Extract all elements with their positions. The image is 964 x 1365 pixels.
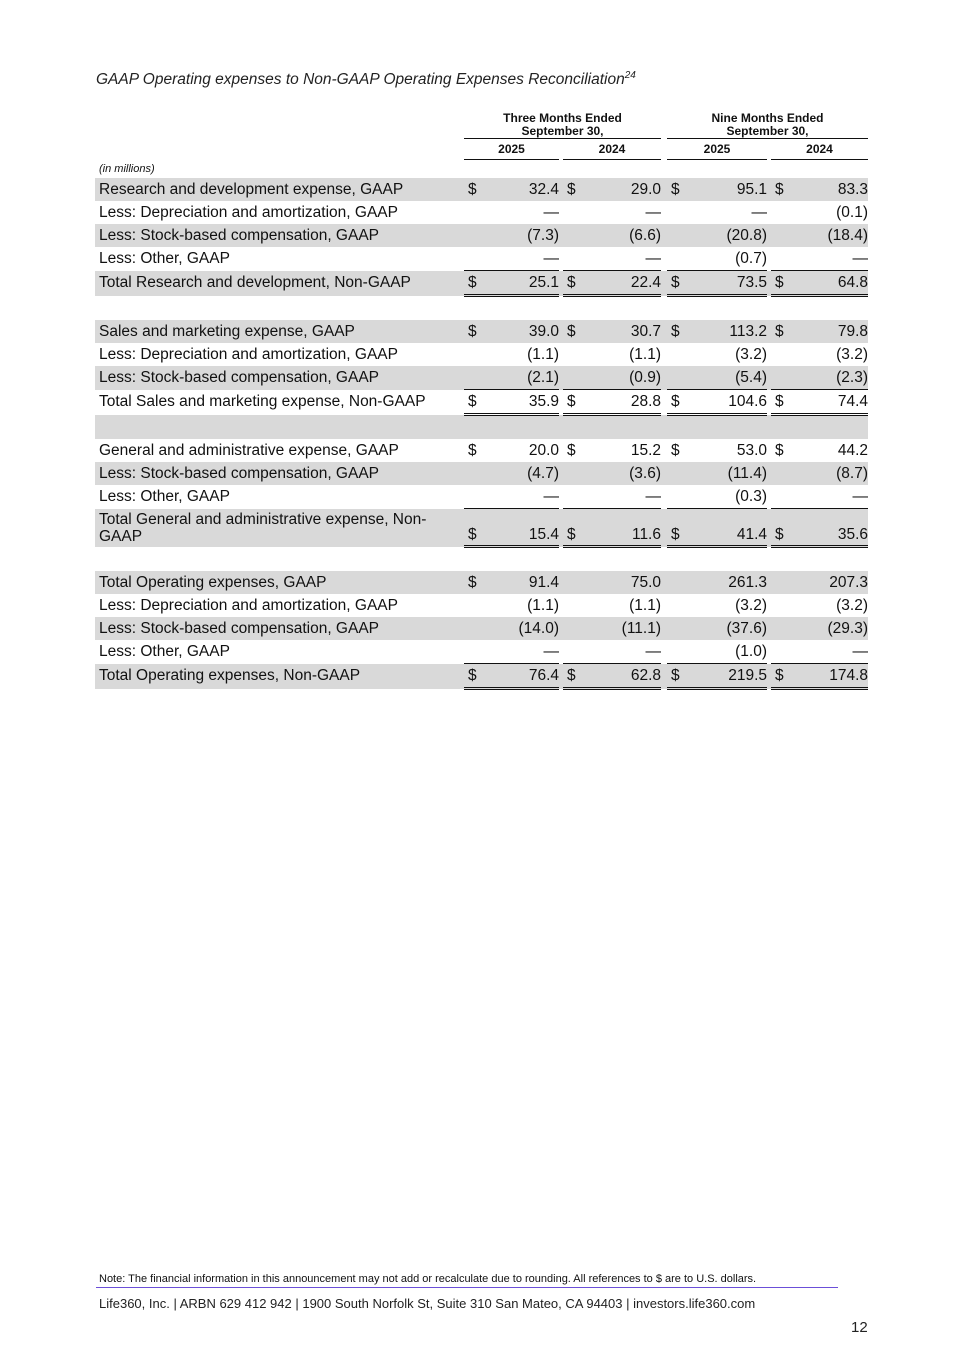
row-label: Less: Stock-based compensation, GAAP (95, 224, 464, 247)
row-label: Less: Depreciation and amortization, GAAP (99, 596, 398, 614)
currency-symbol: $ (563, 178, 583, 201)
value-cell: (1.1) (629, 596, 661, 614)
value-cell: — (583, 485, 661, 509)
row-label: Total Operating expenses, Non-GAAP (95, 664, 464, 689)
currency-symbol: $ (464, 390, 484, 415)
table-title (96, 70, 636, 89)
currency-symbol (464, 462, 484, 485)
value-cell: 207.3 (791, 571, 868, 594)
row-label: Total Sales and marketing expense, Non-GAAP (99, 393, 426, 410)
table-row (95, 462, 868, 485)
currency-symbol (667, 201, 687, 224)
page-number: 12 (851, 1319, 868, 1336)
currency-symbol (667, 366, 687, 390)
currency-symbol (464, 485, 484, 509)
value-cell: 95.1 (687, 178, 767, 201)
currency-symbol (667, 617, 687, 640)
table-row (95, 640, 868, 664)
table-row (95, 320, 868, 343)
table-row (95, 594, 868, 617)
value-cell: (4.7) (484, 462, 559, 485)
currency-symbol (563, 247, 583, 271)
value-cell: (14.0) (484, 617, 559, 640)
currency-symbol (464, 247, 484, 271)
value-cell: 76.4 (484, 664, 559, 689)
year-3m-2024: 2024 (563, 139, 661, 160)
value-cell: 219.5 (687, 664, 767, 689)
currency-symbol (771, 617, 791, 640)
row-label: Total Research and development, Non-GAAP (95, 271, 464, 296)
value-cell: 79.8 (791, 320, 868, 343)
value-cell: 25.1 (484, 271, 559, 296)
row-label: Total General and administrative expense, Non-GAAP (95, 509, 464, 547)
currency-symbol (771, 462, 791, 485)
row-label: Less: Stock-based compensation, GAAP (95, 366, 464, 390)
value-cell: (1.1) (527, 596, 559, 614)
currency-symbol (563, 485, 583, 509)
currency-symbol: $ (563, 390, 583, 415)
currency-symbol: $ (468, 441, 477, 459)
row-label: Less: Other, GAAP (99, 487, 230, 505)
value-cell: — (791, 485, 868, 509)
currency-symbol (563, 343, 583, 366)
currency-symbol (563, 571, 583, 594)
currency-symbol: $ (563, 320, 583, 343)
currency-symbol (563, 462, 583, 485)
value-cell: 62.8 (583, 664, 661, 689)
row-label: Research and development expense, GAAP (95, 178, 464, 201)
value-cell: 75.0 (583, 571, 661, 594)
value-cell: (3.2) (735, 345, 767, 363)
currency-symbol: $ (464, 320, 484, 343)
currency-symbol (771, 247, 791, 271)
currency-symbol (667, 224, 687, 247)
currency-symbol: $ (464, 571, 484, 594)
currency-symbol (771, 640, 791, 664)
value-cell: 11.6 (583, 509, 661, 547)
currency-symbol: $ (771, 320, 791, 343)
spacer-row (95, 415, 868, 440)
currency-symbol (563, 617, 583, 640)
currency-symbol (667, 571, 687, 594)
value-cell: 15.4 (484, 509, 559, 547)
year-3m-2025: 2025 (464, 139, 559, 160)
value-cell: (3.2) (836, 596, 868, 614)
currency-symbol: $ (667, 509, 687, 547)
value-cell: 44.2 (837, 441, 868, 459)
value-cell: 28.8 (583, 390, 661, 415)
value-cell: 64.8 (791, 271, 868, 296)
currency-symbol: $ (775, 441, 784, 459)
currency-symbol (464, 201, 484, 224)
currency-symbol (667, 640, 687, 664)
currency-symbol (464, 366, 484, 390)
currency-symbol (464, 617, 484, 640)
header-three-months: Three Months Ended September 30, (464, 108, 661, 139)
row-label: Sales and marketing expense, GAAP (95, 320, 464, 343)
value-cell: 32.4 (484, 178, 559, 201)
spacer-row (95, 296, 868, 321)
currency-symbol (464, 343, 484, 366)
value-cell: (0.7) (687, 247, 767, 271)
table-row (95, 247, 868, 271)
currency-symbol (464, 640, 484, 664)
currency-symbol: $ (667, 271, 687, 296)
currency-symbol (667, 594, 687, 617)
currency-symbol (771, 201, 791, 224)
currency-symbol: $ (464, 271, 484, 296)
table-row (95, 617, 868, 640)
currency-symbol (563, 224, 583, 247)
value-cell: 113.2 (687, 320, 767, 343)
value-cell: — (484, 485, 559, 509)
table-title-text: GAAP Operating expenses to Non-GAAP Operating Expenses Reconciliation (96, 71, 625, 89)
value-cell: (2.1) (484, 366, 559, 390)
value-cell: (1.1) (527, 345, 559, 363)
value-cell: 41.4 (687, 509, 767, 547)
value-cell: 83.3 (791, 178, 868, 201)
currency-symbol (563, 594, 583, 617)
value-cell: (0.9) (583, 366, 661, 390)
value-cell: (29.3) (791, 617, 868, 640)
row-label: Less: Stock-based compensation, GAAP (95, 617, 464, 640)
currency-symbol (464, 224, 484, 247)
rounding-note: Note: The financial information in this announcement may not add or recalculate due to rounding. All references to $ are to U.S. dollars. (99, 1273, 757, 1285)
spacer-row (95, 547, 868, 572)
currency-symbol: $ (464, 509, 484, 547)
currency-symbol (667, 247, 687, 271)
year-9m-2024: 2024 (771, 139, 868, 160)
currency-symbol: $ (771, 509, 791, 547)
value-cell: (3.2) (836, 345, 868, 363)
value-cell: 74.4 (791, 390, 868, 415)
table-row (95, 201, 868, 224)
footnote-marker: 24 (624, 70, 636, 81)
row-label: Less: Depreciation and amortization, GAAP (99, 345, 398, 363)
currency-symbol (771, 224, 791, 247)
table-row (95, 485, 868, 509)
units-label: (in millions) (99, 163, 155, 175)
row-label: Less: Other, GAAP (99, 642, 230, 660)
table-row (95, 343, 868, 366)
row-label: General and administrative expense, GAAP (99, 441, 399, 459)
value-cell: (3.6) (583, 462, 661, 485)
currency-symbol: $ (771, 271, 791, 296)
value-cell: — (791, 640, 868, 664)
table-row (95, 664, 868, 689)
value-cell: (2.3) (791, 366, 868, 390)
value-cell: 73.5 (687, 271, 767, 296)
value-cell: 53.0 (736, 441, 767, 459)
currency-symbol: $ (771, 390, 791, 415)
currency-symbol: $ (464, 178, 484, 201)
value-cell: (20.8) (687, 224, 767, 247)
currency-symbol: $ (771, 178, 791, 201)
value-cell: (3.2) (735, 596, 767, 614)
value-cell: — (484, 640, 559, 664)
table-row (95, 366, 868, 390)
currency-symbol: $ (464, 664, 484, 689)
currency-symbol: $ (667, 178, 687, 201)
value-cell: (0.1) (836, 203, 868, 221)
currency-symbol (771, 366, 791, 390)
year-9m-2025: 2025 (667, 139, 767, 160)
currency-symbol: $ (567, 441, 576, 459)
row-label: Total Operating expenses, GAAP (95, 571, 464, 594)
table-row (95, 271, 868, 296)
table-row (95, 439, 868, 462)
value-cell: 91.4 (484, 571, 559, 594)
currency-symbol (667, 485, 687, 509)
value-cell: — (484, 247, 559, 271)
currency-symbol: $ (563, 271, 583, 296)
value-cell: 174.8 (791, 664, 868, 689)
table-row (95, 390, 868, 415)
header-period-row (95, 108, 868, 139)
company-footer: Life360, Inc. | ARBN 629 412 942 | 1900 South Norfolk St, Suite 310 San Mateo, CA 94403 | investors.life360.com (99, 1296, 756, 1311)
currency-symbol (771, 343, 791, 366)
currency-symbol: $ (671, 441, 680, 459)
currency-symbol (563, 366, 583, 390)
currency-symbol: $ (771, 664, 791, 689)
units-row (95, 160, 868, 179)
currency-symbol (771, 594, 791, 617)
currency-symbol: $ (667, 320, 687, 343)
row-label: Less: Other, GAAP (99, 249, 230, 267)
value-cell: 15.2 (630, 441, 661, 459)
value-cell: 29.0 (583, 178, 661, 201)
value-cell: 30.7 (583, 320, 661, 343)
value-cell: 22.4 (583, 271, 661, 296)
value-cell: — (751, 203, 767, 221)
value-cell: (37.6) (687, 617, 767, 640)
value-cell: (5.4) (687, 366, 767, 390)
currency-symbol (464, 594, 484, 617)
table-row (95, 571, 868, 594)
value-cell: (0.3) (687, 485, 767, 509)
value-cell: — (543, 203, 559, 221)
value-cell: (6.6) (583, 224, 661, 247)
value-cell: — (791, 247, 868, 271)
value-cell: 35.6 (791, 509, 868, 547)
value-cell: 39.0 (484, 320, 559, 343)
value-cell: (1.0) (687, 640, 767, 664)
row-label: Less: Depreciation and amortization, GAAP (99, 203, 398, 221)
value-cell: 261.3 (687, 571, 767, 594)
currency-symbol: $ (563, 509, 583, 547)
value-cell: 104.6 (687, 390, 767, 415)
table-row (95, 509, 868, 547)
value-cell: — (583, 247, 661, 271)
currency-symbol: $ (667, 390, 687, 415)
currency-symbol: $ (563, 664, 583, 689)
value-cell: — (645, 203, 661, 221)
currency-symbol (563, 640, 583, 664)
value-cell: (7.3) (484, 224, 559, 247)
row-label: Less: Stock-based compensation, GAAP (95, 462, 464, 485)
value-cell: — (583, 640, 661, 664)
footer-rule (96, 1287, 838, 1288)
value-cell: (1.1) (629, 345, 661, 363)
currency-symbol (771, 571, 791, 594)
value-cell: 20.0 (528, 441, 559, 459)
header-nine-months: Nine Months Ended September 30, (667, 108, 868, 139)
currency-symbol (771, 485, 791, 509)
value-cell: 35.9 (484, 390, 559, 415)
table-row (95, 224, 868, 247)
currency-symbol (667, 462, 687, 485)
currency-symbol (563, 201, 583, 224)
value-cell: (8.7) (791, 462, 868, 485)
value-cell: (11.1) (583, 617, 661, 640)
value-cell: (11.4) (687, 462, 767, 485)
header-year-row (95, 139, 868, 160)
currency-symbol: $ (667, 664, 687, 689)
table-row (95, 178, 868, 201)
reconciliation-table (95, 108, 868, 690)
value-cell: (18.4) (791, 224, 868, 247)
currency-symbol (667, 343, 687, 366)
